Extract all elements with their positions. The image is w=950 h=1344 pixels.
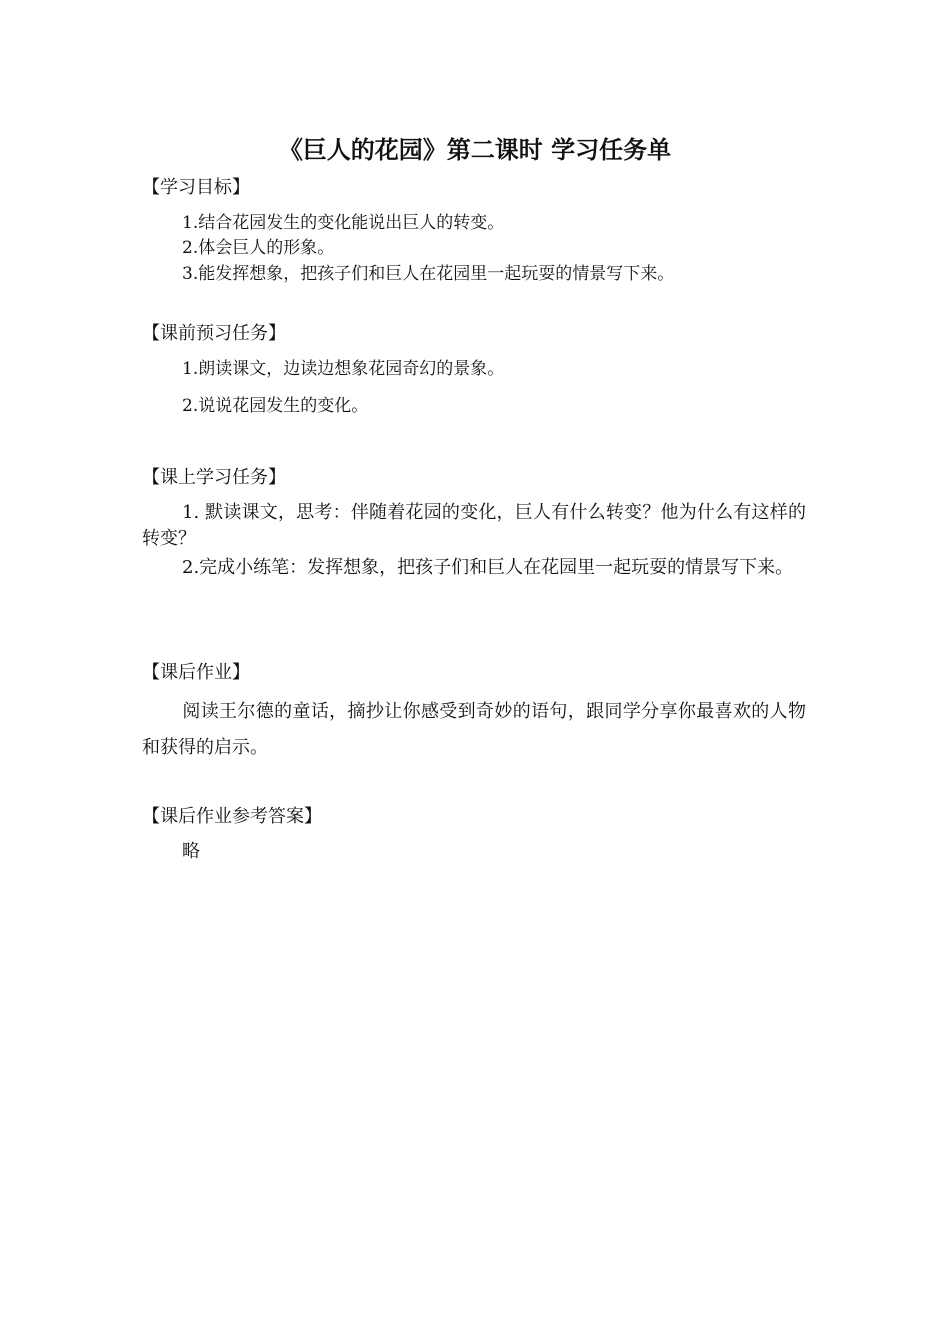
section-heading-homework: 【课后作业】 bbox=[142, 662, 250, 683]
goal-item-3: 3.能发挥想象，把孩子们和巨人在花园里一起玩耍的情景写下来。 bbox=[182, 264, 675, 284]
goal-item-1: 1.结合花园发生的变化能说出巨人的转变。 bbox=[182, 213, 505, 233]
page-title: 《巨人的花园》第二课时 学习任务单 bbox=[278, 136, 672, 164]
preview-item-2: 2.说说花园发生的变化。 bbox=[182, 396, 369, 416]
answer-text: 略 bbox=[182, 841, 200, 862]
section-heading-answer: 【课后作业参考答案】 bbox=[142, 806, 322, 827]
preview-item-1: 1.朗读课文，边读边想象花园奇幻的景象。 bbox=[182, 359, 505, 379]
goal-item-2: 2.体会巨人的形象。 bbox=[182, 238, 335, 258]
section-heading-preview: 【课前预习任务】 bbox=[142, 323, 286, 344]
in-class-item-1 bbox=[142, 500, 806, 552]
section-heading-goals: 【学习目标】 bbox=[142, 177, 250, 198]
in-class-item-2-text: 2.完成小练笔：发挥想象，把孩子们和巨人在花园里一起玩耍的情景写下来。 bbox=[182, 557, 794, 578]
in-class-item-2 bbox=[142, 550, 806, 586]
section-heading-in-class: 【课上学习任务】 bbox=[142, 467, 286, 488]
homework-text bbox=[142, 694, 806, 766]
in-class-item-1-text: 1. 默读课文，思考：伴随着花园的变化，巨人有什么转变？他为什么有这样的转变？ bbox=[142, 502, 806, 549]
homework-text-content: 阅读王尔德的童话，摘抄让你感受到奇妙的语句，跟同学分享你最喜欢的人物和获得的启示。 bbox=[142, 701, 806, 758]
